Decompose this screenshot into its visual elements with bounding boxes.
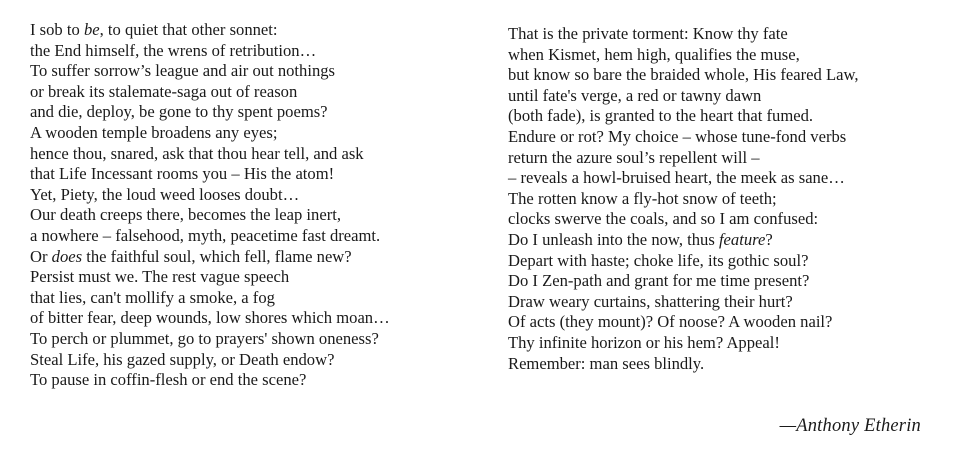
poem-line-italic-segment: feature — [718, 229, 766, 249]
poem-line-segment: when Kismet, hem high, qualifies the muse, — [508, 44, 800, 64]
poem-line-italic-segment: be — [83, 20, 100, 39]
poem-line — [30, 41, 390, 62]
poem-line — [30, 144, 390, 165]
poem-line — [508, 292, 859, 313]
poem-line-segment: Of acts (they mount)? Of noose? A wooden nail? — [508, 312, 833, 332]
poem-line — [508, 271, 859, 292]
poem-line — [508, 86, 859, 107]
poem-line-segment: (both fade), is granted to the heart that fumed. — [508, 106, 814, 126]
poem-line — [30, 61, 390, 82]
poem-line-segment: or break its stalemate-saga out of reason — [30, 81, 298, 101]
poem-line — [30, 350, 390, 371]
poem-line-segment: of bitter fear, deep wounds, low shores which moan… — [30, 308, 390, 328]
poem-line — [508, 230, 859, 251]
poem-line — [30, 20, 390, 41]
poem-line — [30, 288, 390, 309]
poem-line — [30, 329, 390, 350]
poem-line-segment: – reveals a howl-bruised heart, the meek as sane… — [508, 168, 845, 188]
poem-line — [508, 354, 859, 375]
poem-attribution: —Anthony Etherin — [779, 416, 921, 436]
poem-line-segment: the End himself, the wrens of retribution… — [30, 40, 317, 60]
poem-line-segment: ? — [765, 229, 773, 249]
poem-line — [508, 65, 859, 86]
poem-left-column — [30, 20, 390, 391]
poem-line-segment: return the azure soul’s repellent will – — [508, 147, 760, 167]
poem-line — [30, 82, 390, 103]
poem-line — [30, 123, 390, 144]
poem-line-segment: , to quiet that other sonnet: — [99, 20, 278, 39]
poem-line — [508, 106, 859, 127]
poem-line-segment: Depart with haste; choke life, its gothic soul? — [508, 250, 809, 270]
poem-line-segment: The rotten know a fly-hot snow of teeth; — [508, 188, 777, 208]
poem-line-segment: Persist must we. The rest vague speech — [30, 267, 290, 287]
poem-line — [30, 102, 390, 123]
poem-line-segment: but know so bare the braided whole, His feared Law, — [508, 65, 859, 85]
poem-line — [508, 45, 859, 66]
poem-line-segment: Do I Zen-path and grant for me time present? — [508, 271, 810, 291]
poem-line — [30, 267, 390, 288]
poem-line — [30, 205, 390, 226]
poem-line-segment: that lies, can't mollify a smoke, a fog — [30, 287, 275, 307]
poem-line-segment: a nowhere – falsehood, myth, peacetime fast dreamt. — [30, 225, 381, 245]
poem-line-segment: Draw weary curtains, shattering their hurt? — [508, 291, 793, 311]
poem-line — [508, 251, 859, 272]
poem-line — [508, 189, 859, 210]
poem-line-segment: Remember: man sees blindly. — [508, 353, 705, 373]
poem-line-segment: To pause in coffin-flesh or end the scene? — [30, 370, 307, 390]
poem-line-segment: the faithful soul, which fell, flame new? — [82, 246, 352, 266]
poem-line-segment: Or — [30, 246, 52, 266]
poem-line — [30, 247, 390, 268]
poem-line-segment: and die, deploy, be gone to thy spent poems? — [30, 102, 328, 122]
poem-line — [30, 185, 390, 206]
poem-line-italic-segment: does — [51, 246, 83, 266]
poem-line — [508, 333, 859, 354]
poem-line — [508, 312, 859, 333]
poem-line-segment: that Life Incessant rooms you – His the atom! — [30, 164, 335, 184]
poem-line-segment: Thy infinite horizon or his hem? Appeal! — [508, 332, 780, 352]
poem-line — [30, 308, 390, 329]
poem-line — [508, 148, 859, 169]
poem-line — [30, 370, 390, 391]
poem-line — [508, 209, 859, 230]
poem-line — [508, 168, 859, 189]
poem-line-segment: Yet, Piety, the loud weed looses doubt… — [30, 184, 300, 204]
poem-line-segment: until fate's verge, a red or tawny dawn — [508, 85, 762, 105]
poem-line-segment: A wooden temple broadens any eyes; — [30, 122, 278, 142]
poem-line-segment: Our death creeps there, becomes the leap inert, — [30, 205, 341, 225]
poem-line — [30, 164, 390, 185]
poem-line-segment: Steal Life, his gazed supply, or Death endow? — [30, 349, 335, 369]
poem-line-segment: Endure or rot? My choice – whose tune-fond verbs — [508, 126, 847, 146]
poem-line-segment: hence thou, snared, ask that thou hear tell, and ask — [30, 143, 364, 163]
poem-line-segment: I sob to — [30, 20, 84, 39]
poem-line-segment: Do I unleash into the now, thus — [508, 229, 719, 249]
poem-line-segment: To perch or plummet, go to prayers' shown oneness? — [30, 328, 379, 348]
poem-line — [30, 226, 390, 247]
poem-line — [508, 127, 859, 148]
poem-right-column — [508, 24, 859, 374]
poem-line-segment: clocks swerve the coals, and so I am confused: — [508, 209, 819, 229]
poem-line-segment: That is the private torment: Know thy fate — [508, 24, 788, 43]
poem-line — [508, 24, 859, 45]
poem-line-segment: To suffer sorrow’s league and air out nothings — [30, 61, 335, 81]
